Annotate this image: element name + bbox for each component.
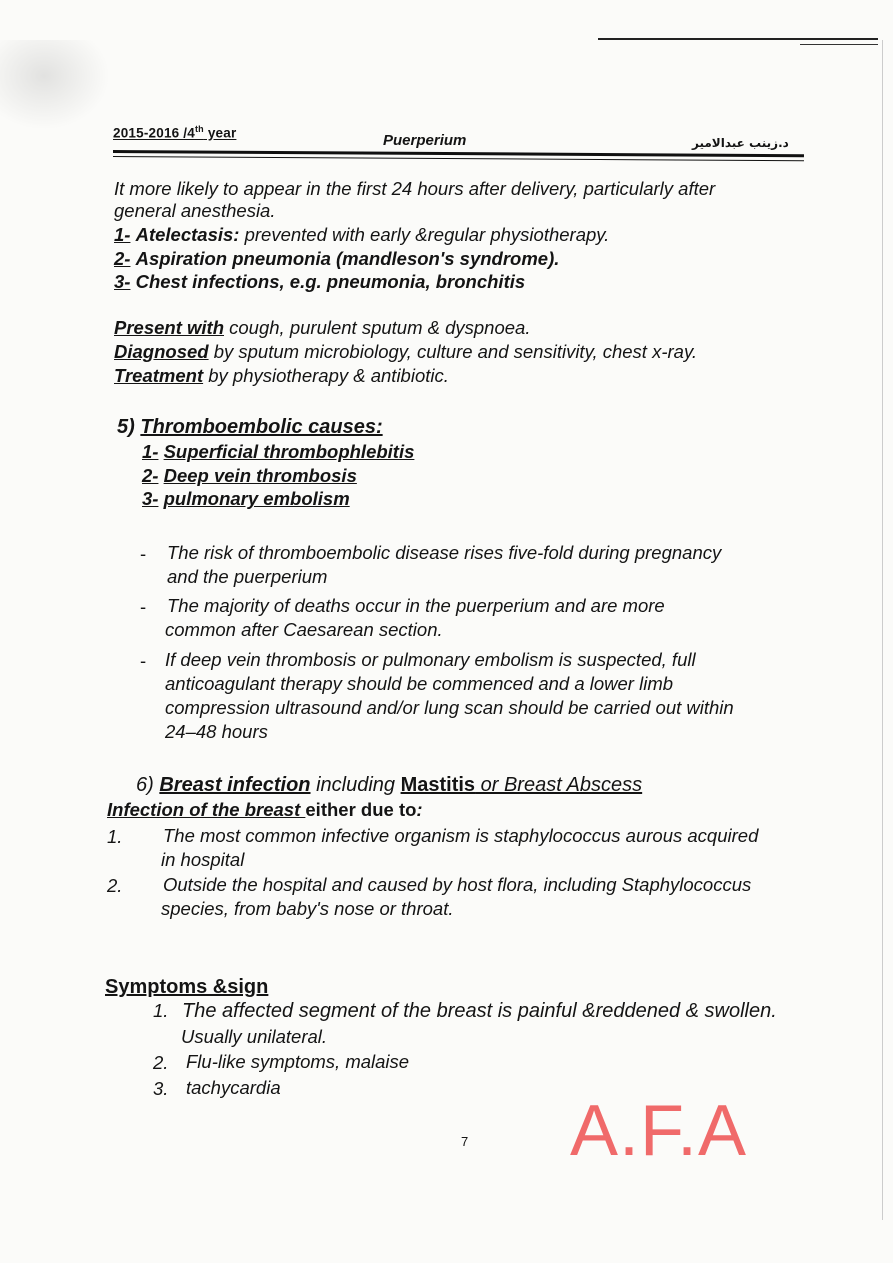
cause-number: 2. <box>107 875 123 896</box>
bullet-dash: - <box>140 650 147 671</box>
thrombo-item: 1- Superficial thrombophlebitis <box>142 441 415 462</box>
breast-heading: 6) Breast infection including Mastitis or Breast Abscess <box>136 774 643 796</box>
header-title: Puerperium <box>383 132 467 149</box>
intro-line-2: general anesthesia. <box>114 200 276 221</box>
bullet-line: common after Caesarean section. <box>165 619 443 640</box>
treatment-line: Treatment by physiotherapy & antibiotic. <box>114 365 449 386</box>
respiratory-item: 1- Atelectasis: prevented with early &regular physiotherapy. <box>114 224 610 245</box>
bullet-line: The risk of thromboembolic disease rises five-fold during pregnancy <box>167 542 722 563</box>
bullet-line: compression ultrasound and/or lung scan should be carried out within <box>165 697 734 718</box>
cause-line: Outside the hospital and caused by host flora, including Staphylococcus <box>163 874 752 895</box>
cause-line: in hospital <box>161 849 245 870</box>
header-rule-thin <box>113 156 804 161</box>
symptom-line: Usually unilateral. <box>181 1026 328 1047</box>
scan-shadow <box>0 40 110 130</box>
present-with-line: Present with cough, purulent sputum & dyspnoea. <box>114 317 531 338</box>
page-number: 7 <box>461 1134 469 1149</box>
intro-line-1: It more likely to appear in the first 24 hours after delivery, particularly after <box>114 178 716 199</box>
thrombo-item: 3- pulmonary embolism <box>142 488 350 509</box>
header-author: د.زينب عبدالامير <box>692 136 789 150</box>
bullet-line: anticoagulant therapy should be commenced and a lower limb <box>165 673 674 694</box>
symptom-line: Flu-like symptoms, malaise <box>186 1051 410 1072</box>
watermark-afa: A.F.A <box>570 1091 748 1171</box>
respiratory-item: 3- Chest infections, e.g. pneumonia, bronchitis <box>114 271 526 292</box>
top-border-line-secondary <box>800 44 878 45</box>
symptom-line: tachycardia <box>186 1077 281 1098</box>
top-border-line <box>598 38 878 40</box>
cause-number: 1. <box>107 826 123 847</box>
page-edge-line <box>882 40 883 1220</box>
bullet-dash: - <box>140 596 147 617</box>
symptoms-heading: Symptoms &sign <box>105 976 269 998</box>
bullet-line: and the puerperium <box>167 566 328 587</box>
cause-line: The most common infective organism is staphylococcus aurous acquired <box>163 825 759 846</box>
symptom-number: 3. <box>153 1078 169 1099</box>
bullet-line: 24–48 hours <box>165 721 268 742</box>
header-year: 2015-2016 /4th year <box>113 124 237 141</box>
thrombo-item: 2- Deep vein thrombosis <box>142 465 357 486</box>
cause-line: species, from baby's nose or throat. <box>161 898 454 919</box>
symptom-line: The affected segment of the breast is painful &reddened & swollen. <box>182 1000 777 1022</box>
respiratory-item: 2- Aspiration pneumonia (mandleson's syndrome). <box>114 248 560 269</box>
bullet-line: If deep vein thrombosis or pulmonary embolism is suspected, full <box>165 649 696 670</box>
bullet-line: The majority of deaths occur in the puerperium and are more <box>167 595 665 616</box>
symptom-number: 2. <box>153 1052 169 1073</box>
symptom-number: 1. <box>153 1000 169 1021</box>
thrombo-heading: 5) Thromboembolic causes: <box>117 416 383 438</box>
diagnosed-line: Diagnosed by sputum microbiology, culture and sensitivity, chest x-ray. <box>114 341 697 362</box>
breast-cause-intro: Infection of the breast either due to: <box>107 799 423 820</box>
bullet-dash: - <box>140 543 147 564</box>
